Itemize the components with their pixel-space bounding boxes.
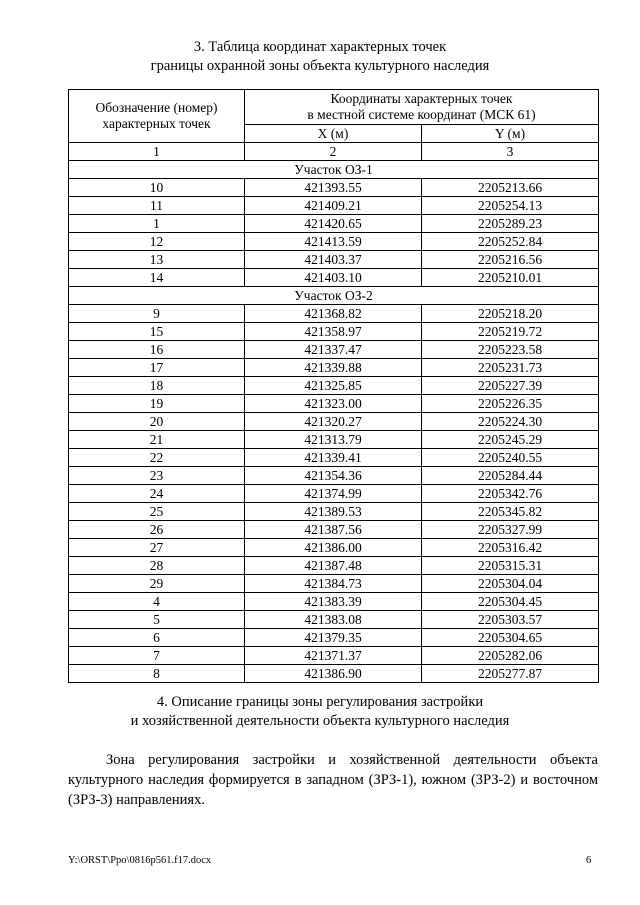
point-number-cell: 16 (69, 341, 245, 359)
section-3-title (0, 38, 640, 76)
header-coordinates-line1: Координаты характерных точек (330, 90, 513, 106)
point-number-cell: 23 (69, 467, 245, 485)
table-row (69, 179, 599, 197)
section-4-title-line1: 4. Описание границы зоны регулирования застройки (156, 694, 484, 710)
point-number-cell: 10 (69, 179, 245, 197)
header-point-number-line1: Обозначение (номер) (95, 99, 218, 115)
y-coordinate-cell: 2205304.04 (422, 575, 599, 593)
table-row (69, 539, 599, 557)
x-coordinate-cell: 421339.41 (245, 449, 422, 467)
x-coordinate-cell: 421386.90 (245, 665, 422, 683)
point-number-cell: 9 (69, 305, 245, 323)
table-row (69, 647, 599, 665)
x-coordinate-cell: 421413.59 (245, 233, 422, 251)
x-coordinate-cell: 421409.21 (245, 197, 422, 215)
group-row (69, 287, 599, 305)
x-coordinate-cell: 421403.10 (245, 269, 422, 287)
table-row (69, 557, 599, 575)
table-row (69, 575, 599, 593)
point-number-cell: 8 (69, 665, 245, 683)
point-number-cell: 21 (69, 431, 245, 449)
y-coordinate-cell: 2205282.06 (422, 647, 599, 665)
y-coordinate-cell: 2205327.99 (422, 521, 599, 539)
y-coordinate-cell: 2205218.20 (422, 305, 599, 323)
zone-description-paragraph: Зона регулирования застройки и хозяйственной деятельности объекта культурного наследия формируется в западном (ЗРЗ-1), южном (ЗРЗ-2) и восточном (ЗРЗ-3) направлениях. (68, 752, 598, 808)
table-row (69, 521, 599, 539)
table-row (69, 197, 599, 215)
table-row (69, 251, 599, 269)
y-coordinate-cell: 2205226.35 (422, 395, 599, 413)
table-body (69, 161, 599, 683)
section-4-title-line2: и хозяйственной деятельности объекта культурного наследия (130, 713, 510, 729)
table-row (69, 467, 599, 485)
header-coordinates-line2: в местной системе координат (МСК 61) (307, 107, 536, 122)
y-coordinate-cell: 2205224.30 (422, 413, 599, 431)
point-number-cell: 11 (69, 197, 245, 215)
table-row (69, 305, 599, 323)
x-coordinate-cell: 421313.79 (245, 431, 422, 449)
x-coordinate-cell: 421393.55 (245, 179, 422, 197)
header-point-number-line2: характерных точек (102, 116, 211, 131)
group-row (69, 161, 599, 179)
point-number-cell: 13 (69, 251, 245, 269)
point-number-cell: 1 (69, 215, 245, 233)
x-coordinate-cell: 421379.35 (245, 629, 422, 647)
table-row (69, 323, 599, 341)
header-point-number (69, 90, 245, 143)
x-coordinate-cell: 421354.36 (245, 467, 422, 485)
section-4-title (0, 693, 640, 731)
x-coordinate-cell: 421386.00 (245, 539, 422, 557)
point-number-cell: 15 (69, 323, 245, 341)
point-number-cell: 28 (69, 557, 245, 575)
table-row (69, 269, 599, 287)
point-number-cell: 12 (69, 233, 245, 251)
x-coordinate-cell: 421384.73 (245, 575, 422, 593)
table-row (69, 377, 599, 395)
section-3-title-line2: границы охранной зоны объекта культурного наследия (150, 58, 490, 74)
table-row (69, 431, 599, 449)
header-y: Y (м) (422, 125, 599, 143)
group-label: Участок ОЗ-1 (69, 161, 599, 179)
table-row (69, 629, 599, 647)
y-coordinate-cell: 2205254.13 (422, 197, 599, 215)
x-coordinate-cell: 421339.88 (245, 359, 422, 377)
x-coordinate-cell: 421387.48 (245, 557, 422, 575)
point-number-cell: 22 (69, 449, 245, 467)
y-coordinate-cell: 2205315.31 (422, 557, 599, 575)
point-number-cell: 29 (69, 575, 245, 593)
column-number-1: 1 (69, 143, 245, 161)
table-row (69, 449, 599, 467)
y-coordinate-cell: 2205303.57 (422, 611, 599, 629)
x-coordinate-cell: 421323.00 (245, 395, 422, 413)
point-number-cell: 27 (69, 539, 245, 557)
table-row (69, 215, 599, 233)
x-coordinate-cell: 421371.37 (245, 647, 422, 665)
y-coordinate-cell: 2205252.84 (422, 233, 599, 251)
point-number-cell: 6 (69, 629, 245, 647)
y-coordinate-cell: 2205316.42 (422, 539, 599, 557)
point-number-cell: 4 (69, 593, 245, 611)
table-row (69, 503, 599, 521)
point-number-cell: 5 (69, 611, 245, 629)
y-coordinate-cell: 2205219.72 (422, 323, 599, 341)
x-coordinate-cell: 421325.85 (245, 377, 422, 395)
table-row (69, 593, 599, 611)
section-3-title-line1: 3. Таблица координат характерных точек (193, 39, 447, 55)
x-coordinate-cell: 421337.47 (245, 341, 422, 359)
column-number-3: 3 (422, 143, 599, 161)
table-row (69, 341, 599, 359)
y-coordinate-cell: 2205223.58 (422, 341, 599, 359)
y-coordinate-cell: 2205342.76 (422, 485, 599, 503)
point-number-cell: 7 (69, 647, 245, 665)
table-row (69, 611, 599, 629)
table-row (69, 665, 599, 683)
table-row (69, 485, 599, 503)
y-coordinate-cell: 2205245.29 (422, 431, 599, 449)
column-number-2: 2 (245, 143, 422, 161)
group-label: Участок ОЗ-2 (69, 287, 599, 305)
x-coordinate-cell: 421387.56 (245, 521, 422, 539)
x-coordinate-cell: 421358.97 (245, 323, 422, 341)
x-coordinate-cell: 421368.82 (245, 305, 422, 323)
point-number-cell: 19 (69, 395, 245, 413)
x-coordinate-cell: 421403.37 (245, 251, 422, 269)
y-coordinate-cell: 2205216.56 (422, 251, 599, 269)
y-coordinate-cell: 2205345.82 (422, 503, 599, 521)
y-coordinate-cell: 2205213.66 (422, 179, 599, 197)
x-coordinate-cell: 421320.27 (245, 413, 422, 431)
y-coordinate-cell: 2205240.55 (422, 449, 599, 467)
y-coordinate-cell: 2205289.23 (422, 215, 599, 233)
point-number-cell: 14 (69, 269, 245, 287)
x-coordinate-cell: 421374.99 (245, 485, 422, 503)
y-coordinate-cell: 2205304.45 (422, 593, 599, 611)
header-x: X (м) (245, 125, 422, 143)
y-coordinate-cell: 2205304.65 (422, 629, 599, 647)
table-row (69, 395, 599, 413)
y-coordinate-cell: 2205231.73 (422, 359, 599, 377)
point-number-cell: 17 (69, 359, 245, 377)
table-row (69, 359, 599, 377)
x-coordinate-cell: 421420.65 (245, 215, 422, 233)
coordinates-table (68, 89, 599, 683)
y-coordinate-cell: 2205210.01 (422, 269, 599, 287)
point-number-cell: 24 (69, 485, 245, 503)
y-coordinate-cell: 2205277.87 (422, 665, 599, 683)
point-number-cell: 25 (69, 503, 245, 521)
header-coordinates (245, 90, 599, 125)
x-coordinate-cell: 421383.08 (245, 611, 422, 629)
point-number-cell: 18 (69, 377, 245, 395)
y-coordinate-cell: 2205227.39 (422, 377, 599, 395)
footer-file-path: Y:\ORST\Ppo\0816p561.f17.docx (68, 855, 212, 866)
point-number-cell: 26 (69, 521, 245, 539)
table-row (69, 233, 599, 251)
x-coordinate-cell: 421389.53 (245, 503, 422, 521)
x-coordinate-cell: 421383.39 (245, 593, 422, 611)
footer-page-number: 6 (586, 855, 592, 866)
table-row (69, 413, 599, 431)
y-coordinate-cell: 2205284.44 (422, 467, 599, 485)
point-number-cell: 20 (69, 413, 245, 431)
